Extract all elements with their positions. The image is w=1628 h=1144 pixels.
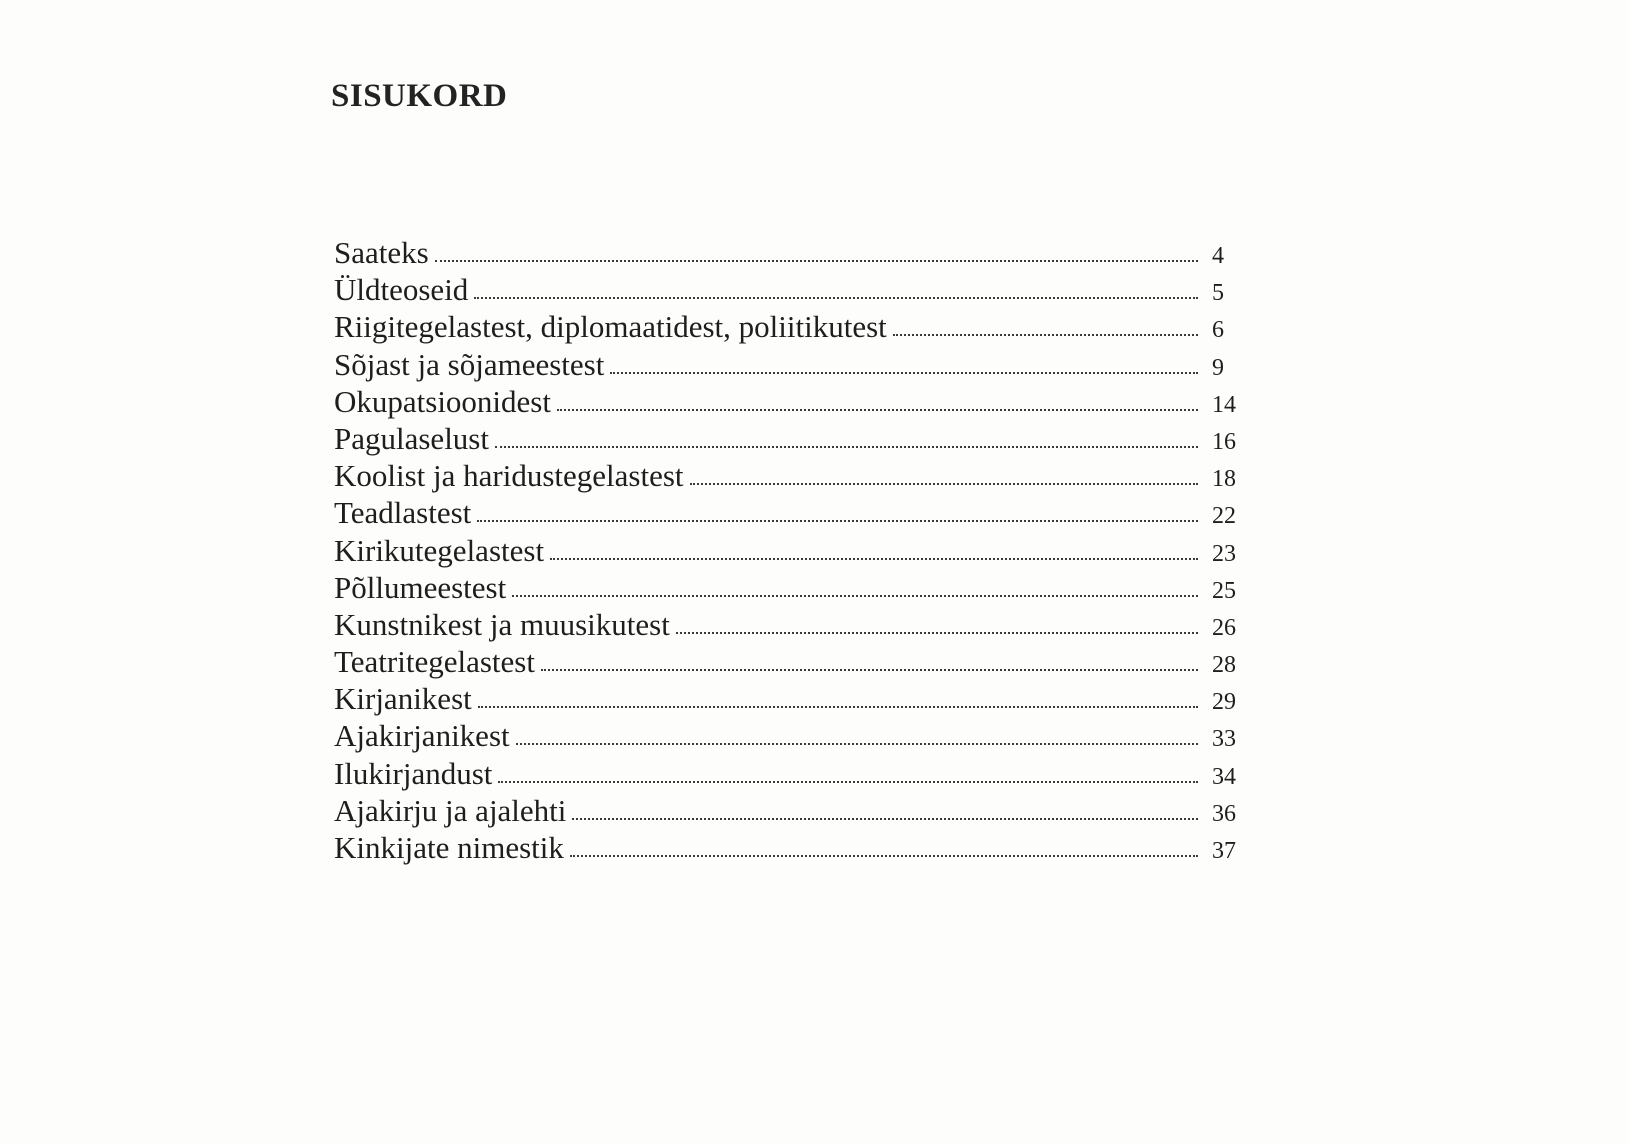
dot-leader: [610, 368, 1198, 374]
toc-entry-title: Teatritegelastest: [334, 644, 535, 680]
toc-entry-title: Okupatsioonidest: [334, 383, 551, 419]
toc-entry: [334, 829, 1252, 866]
toc-entry-page: 22: [1212, 503, 1236, 530]
toc-entry-page: 29: [1212, 689, 1236, 716]
toc-entry-page: 25: [1212, 577, 1236, 604]
dot-leader: [512, 591, 1198, 597]
dot-leader: [516, 739, 1198, 745]
toc-entry-title: Pagulaselust: [334, 420, 489, 456]
toc-entry-page: 5: [1212, 280, 1224, 307]
toc-entry-page: 6: [1212, 317, 1224, 344]
dot-leader: [541, 665, 1198, 671]
toc-entry: [334, 569, 1252, 606]
toc-entry-title: Saateks: [334, 235, 429, 270]
toc-entry: [334, 234, 1252, 271]
toc-entry: [334, 271, 1252, 308]
dot-leader: [495, 442, 1198, 448]
toc-entry-title: Kirjanikest: [334, 681, 472, 717]
toc-entry-page: 34: [1212, 763, 1236, 790]
toc-entry-page: 18: [1212, 466, 1236, 493]
toc-entry-title: Ilukirjandust: [334, 755, 493, 791]
toc-entry: [334, 532, 1252, 569]
toc-entry: [334, 420, 1252, 457]
dot-leader: [690, 479, 1198, 485]
toc-entry-page: 37: [1212, 838, 1236, 864]
dot-leader: [478, 702, 1198, 708]
toc-entry-title: Ajakirjanikest: [334, 718, 510, 754]
toc-entry: [334, 606, 1252, 643]
toc-entry-title: Põllumeestest: [334, 569, 507, 605]
toc-entry-title: Koolist ja haridustegelastest: [334, 458, 684, 494]
dot-leader: [474, 293, 1198, 299]
toc-entry-page: 16: [1212, 428, 1236, 455]
toc-entry-page: 28: [1212, 652, 1236, 679]
dot-leader: [477, 516, 1198, 522]
toc-entry-page: 14: [1212, 391, 1236, 418]
toc-entry-title: Riigitegelastest, diplomaatidest, poliitikutest: [334, 309, 887, 345]
toc-entry: [334, 457, 1252, 494]
page-title: SISUKORD: [331, 78, 508, 114]
toc-entry: [334, 383, 1252, 420]
toc-entry-title: Kinkijate nimestik: [334, 830, 564, 865]
dot-leader: [570, 851, 1198, 857]
toc-entry-title: Sõjast ja sõjameestest: [334, 346, 605, 382]
toc-entry: [334, 346, 1252, 383]
dot-leader: [572, 814, 1198, 820]
toc-entry-page: 4: [1212, 243, 1224, 269]
toc-entry-title: Kirikutegelastest: [334, 532, 545, 568]
toc-entry-page: 26: [1212, 614, 1236, 641]
toc-entry-title: Üldteoseid: [334, 272, 469, 308]
table-of-contents: [334, 234, 1252, 866]
toc-entry: [334, 680, 1252, 717]
toc-entry: [334, 717, 1252, 754]
dot-leader: [557, 405, 1198, 411]
toc-entry: [334, 494, 1252, 531]
toc-entry-title: Ajakirju ja ajalehti: [334, 792, 567, 828]
toc-entry-title: Teadlastest: [334, 495, 472, 531]
dot-leader: [498, 777, 1198, 783]
toc-entry-page: 36: [1212, 800, 1236, 827]
dot-leader: [676, 628, 1198, 634]
dot-leader: [550, 554, 1198, 560]
dot-leader: [435, 256, 1198, 262]
dot-leader: [893, 330, 1198, 336]
toc-entry-title: Kunstnikest ja muusikutest: [334, 606, 670, 642]
toc-entry-page: 33: [1212, 726, 1236, 753]
toc-entry: [334, 792, 1252, 829]
toc-entry: [334, 308, 1252, 345]
toc-entry: [334, 755, 1252, 792]
toc-entry-page: 23: [1212, 540, 1236, 567]
toc-entry-page: 9: [1212, 354, 1224, 381]
toc-entry: [334, 643, 1252, 680]
